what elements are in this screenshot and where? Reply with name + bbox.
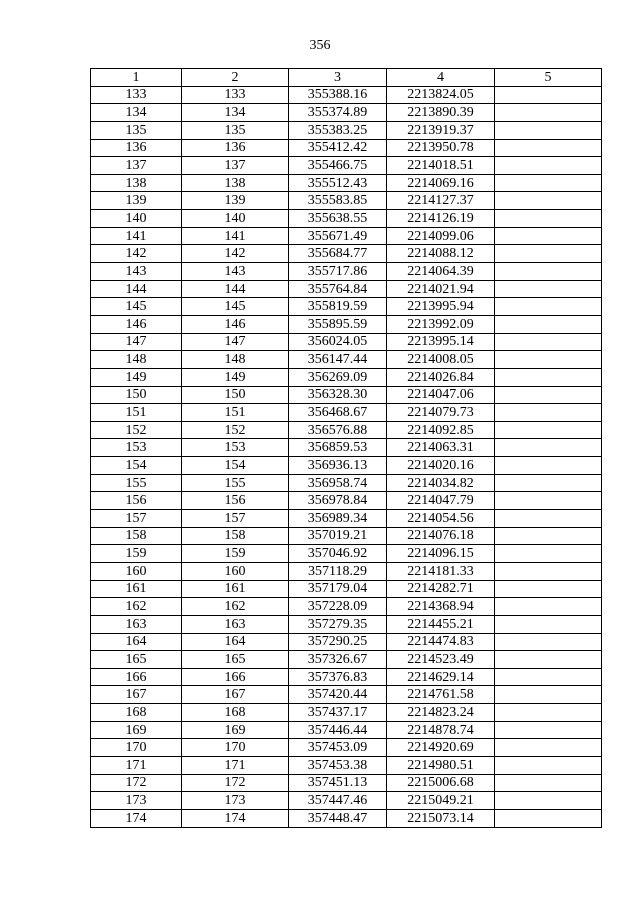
y-coordinate-cell: 2215006.68 bbox=[387, 774, 495, 792]
x-coordinate-cell: 355583.85 bbox=[289, 192, 387, 210]
x-coordinate-cell: 357290.25 bbox=[289, 633, 387, 651]
table-row bbox=[91, 527, 602, 545]
point-index-cell: 155 bbox=[182, 474, 289, 492]
point-number-cell: 138 bbox=[91, 174, 182, 192]
column-header: 4 bbox=[387, 69, 495, 87]
note-cell bbox=[495, 174, 602, 192]
y-coordinate-cell: 2213995.14 bbox=[387, 333, 495, 351]
point-number-cell: 143 bbox=[91, 263, 182, 281]
point-number-cell: 167 bbox=[91, 686, 182, 704]
y-coordinate-cell: 2214878.74 bbox=[387, 721, 495, 739]
note-cell bbox=[495, 527, 602, 545]
y-coordinate-cell: 2214126.19 bbox=[387, 210, 495, 228]
point-index-cell: 167 bbox=[182, 686, 289, 704]
x-coordinate-cell: 357376.83 bbox=[289, 668, 387, 686]
point-index-cell: 158 bbox=[182, 527, 289, 545]
table-row bbox=[91, 792, 602, 810]
x-coordinate-cell: 357228.09 bbox=[289, 598, 387, 616]
point-index-cell: 159 bbox=[182, 545, 289, 563]
point-index-cell: 139 bbox=[182, 192, 289, 210]
note-cell bbox=[495, 474, 602, 492]
note-cell bbox=[495, 598, 602, 616]
table-row bbox=[91, 86, 602, 104]
x-coordinate-cell: 357326.67 bbox=[289, 651, 387, 669]
point-number-cell: 146 bbox=[91, 315, 182, 333]
table-row bbox=[91, 280, 602, 298]
point-number-cell: 140 bbox=[91, 210, 182, 228]
note-cell bbox=[495, 333, 602, 351]
note-cell bbox=[495, 192, 602, 210]
point-index-cell: 165 bbox=[182, 651, 289, 669]
point-number-cell: 144 bbox=[91, 280, 182, 298]
y-coordinate-cell: 2214127.37 bbox=[387, 192, 495, 210]
column-header: 2 bbox=[182, 69, 289, 87]
note-cell bbox=[495, 157, 602, 175]
note-cell bbox=[495, 404, 602, 422]
y-coordinate-cell: 2214823.24 bbox=[387, 704, 495, 722]
point-number-cell: 135 bbox=[91, 121, 182, 139]
table-row bbox=[91, 457, 602, 475]
x-coordinate-cell: 356978.84 bbox=[289, 492, 387, 510]
y-coordinate-cell: 2215049.21 bbox=[387, 792, 495, 810]
table-row bbox=[91, 686, 602, 704]
x-coordinate-cell: 356024.05 bbox=[289, 333, 387, 351]
point-number-cell: 155 bbox=[91, 474, 182, 492]
point-number-cell: 166 bbox=[91, 668, 182, 686]
x-coordinate-cell: 357447.46 bbox=[289, 792, 387, 810]
table-row bbox=[91, 315, 602, 333]
y-coordinate-cell: 2214047.06 bbox=[387, 386, 495, 404]
point-number-cell: 163 bbox=[91, 615, 182, 633]
point-number-cell: 136 bbox=[91, 139, 182, 157]
note-cell bbox=[495, 315, 602, 333]
x-coordinate-cell: 355466.75 bbox=[289, 157, 387, 175]
point-index-cell: 137 bbox=[182, 157, 289, 175]
note-cell bbox=[495, 121, 602, 139]
y-coordinate-cell: 2214099.06 bbox=[387, 227, 495, 245]
point-index-cell: 166 bbox=[182, 668, 289, 686]
table-row bbox=[91, 210, 602, 228]
point-index-cell: 174 bbox=[182, 809, 289, 827]
point-index-cell: 169 bbox=[182, 721, 289, 739]
point-number-cell: 137 bbox=[91, 157, 182, 175]
point-index-cell: 147 bbox=[182, 333, 289, 351]
point-index-cell: 148 bbox=[182, 351, 289, 369]
table-row bbox=[91, 545, 602, 563]
x-coordinate-cell: 356958.74 bbox=[289, 474, 387, 492]
x-coordinate-cell: 357279.35 bbox=[289, 615, 387, 633]
note-cell bbox=[495, 510, 602, 528]
point-number-cell: 147 bbox=[91, 333, 182, 351]
note-cell bbox=[495, 756, 602, 774]
x-coordinate-cell: 357420.44 bbox=[289, 686, 387, 704]
table-row bbox=[91, 245, 602, 263]
note-cell bbox=[495, 792, 602, 810]
table-row bbox=[91, 562, 602, 580]
table-row bbox=[91, 192, 602, 210]
x-coordinate-cell: 355388.16 bbox=[289, 86, 387, 104]
point-number-cell: 157 bbox=[91, 510, 182, 528]
note-cell bbox=[495, 421, 602, 439]
note-cell bbox=[495, 227, 602, 245]
point-number-cell: 164 bbox=[91, 633, 182, 651]
x-coordinate-cell: 357451.13 bbox=[289, 774, 387, 792]
note-cell bbox=[495, 104, 602, 122]
x-coordinate-cell: 356576.88 bbox=[289, 421, 387, 439]
point-index-cell: 156 bbox=[182, 492, 289, 510]
y-coordinate-cell: 2214054.56 bbox=[387, 510, 495, 528]
point-number-cell: 142 bbox=[91, 245, 182, 263]
point-index-cell: 151 bbox=[182, 404, 289, 422]
note-cell bbox=[495, 298, 602, 316]
point-index-cell: 138 bbox=[182, 174, 289, 192]
point-number-cell: 158 bbox=[91, 527, 182, 545]
point-number-cell: 139 bbox=[91, 192, 182, 210]
table-row bbox=[91, 651, 602, 669]
point-index-cell: 154 bbox=[182, 457, 289, 475]
y-coordinate-cell: 2214092.85 bbox=[387, 421, 495, 439]
table-row bbox=[91, 174, 602, 192]
point-number-cell: 169 bbox=[91, 721, 182, 739]
note-cell bbox=[495, 668, 602, 686]
point-index-cell: 161 bbox=[182, 580, 289, 598]
note-cell bbox=[495, 580, 602, 598]
point-number-cell: 154 bbox=[91, 457, 182, 475]
y-coordinate-cell: 2214455.21 bbox=[387, 615, 495, 633]
note-cell bbox=[495, 263, 602, 281]
note-cell bbox=[495, 351, 602, 369]
point-number-cell: 172 bbox=[91, 774, 182, 792]
point-index-cell: 149 bbox=[182, 368, 289, 386]
point-number-cell: 149 bbox=[91, 368, 182, 386]
x-coordinate-cell: 355671.49 bbox=[289, 227, 387, 245]
point-index-cell: 160 bbox=[182, 562, 289, 580]
x-coordinate-cell: 356936.13 bbox=[289, 457, 387, 475]
point-number-cell: 141 bbox=[91, 227, 182, 245]
table-row bbox=[91, 104, 602, 122]
y-coordinate-cell: 2213995.94 bbox=[387, 298, 495, 316]
point-index-cell: 162 bbox=[182, 598, 289, 616]
y-coordinate-cell: 2215073.14 bbox=[387, 809, 495, 827]
x-coordinate-cell: 356147.44 bbox=[289, 351, 387, 369]
point-index-cell: 133 bbox=[182, 86, 289, 104]
x-coordinate-cell: 356269.09 bbox=[289, 368, 387, 386]
point-index-cell: 164 bbox=[182, 633, 289, 651]
note-cell bbox=[495, 633, 602, 651]
point-number-cell: 134 bbox=[91, 104, 182, 122]
page-number: 356 bbox=[309, 38, 331, 53]
point-index-cell: 135 bbox=[182, 121, 289, 139]
y-coordinate-cell: 2214008.05 bbox=[387, 351, 495, 369]
x-coordinate-cell: 357453.38 bbox=[289, 756, 387, 774]
note-cell bbox=[495, 457, 602, 475]
x-coordinate-cell: 355512.43 bbox=[289, 174, 387, 192]
x-coordinate-cell: 355383.25 bbox=[289, 121, 387, 139]
note-cell bbox=[495, 86, 602, 104]
y-coordinate-cell: 2213992.09 bbox=[387, 315, 495, 333]
x-coordinate-cell: 355412.42 bbox=[289, 139, 387, 157]
y-coordinate-cell: 2214018.51 bbox=[387, 157, 495, 175]
y-coordinate-cell: 2214079.73 bbox=[387, 404, 495, 422]
point-index-cell: 153 bbox=[182, 439, 289, 457]
table-row bbox=[91, 774, 602, 792]
x-coordinate-cell: 357453.09 bbox=[289, 739, 387, 757]
y-coordinate-cell: 2213890.39 bbox=[387, 104, 495, 122]
x-coordinate-cell: 355374.89 bbox=[289, 104, 387, 122]
point-index-cell: 142 bbox=[182, 245, 289, 263]
point-index-cell: 172 bbox=[182, 774, 289, 792]
point-number-cell: 162 bbox=[91, 598, 182, 616]
coordinates-table bbox=[90, 68, 602, 828]
column-header: 3 bbox=[289, 69, 387, 87]
x-coordinate-cell: 357437.17 bbox=[289, 704, 387, 722]
point-number-cell: 171 bbox=[91, 756, 182, 774]
table-row bbox=[91, 421, 602, 439]
note-cell bbox=[495, 686, 602, 704]
table-row bbox=[91, 668, 602, 686]
x-coordinate-cell: 355764.84 bbox=[289, 280, 387, 298]
x-coordinate-cell: 355895.59 bbox=[289, 315, 387, 333]
table-row bbox=[91, 368, 602, 386]
note-cell bbox=[495, 280, 602, 298]
note-cell bbox=[495, 704, 602, 722]
y-coordinate-cell: 2214474.83 bbox=[387, 633, 495, 651]
y-coordinate-cell: 2214076.18 bbox=[387, 527, 495, 545]
point-number-cell: 160 bbox=[91, 562, 182, 580]
y-coordinate-cell: 2214047.79 bbox=[387, 492, 495, 510]
point-index-cell: 171 bbox=[182, 756, 289, 774]
y-coordinate-cell: 2214064.39 bbox=[387, 263, 495, 281]
point-index-cell: 145 bbox=[182, 298, 289, 316]
table-row bbox=[91, 809, 602, 827]
column-header: 5 bbox=[495, 69, 602, 87]
x-coordinate-cell: 355638.55 bbox=[289, 210, 387, 228]
table-row bbox=[91, 492, 602, 510]
y-coordinate-cell: 2214026.84 bbox=[387, 368, 495, 386]
table-row bbox=[91, 739, 602, 757]
point-index-cell: 168 bbox=[182, 704, 289, 722]
y-coordinate-cell: 2214920.69 bbox=[387, 739, 495, 757]
x-coordinate-cell: 356468.67 bbox=[289, 404, 387, 422]
y-coordinate-cell: 2214034.82 bbox=[387, 474, 495, 492]
x-coordinate-cell: 357019.21 bbox=[289, 527, 387, 545]
note-cell bbox=[495, 545, 602, 563]
table-row bbox=[91, 633, 602, 651]
y-coordinate-cell: 2214020.16 bbox=[387, 457, 495, 475]
column-header: 1 bbox=[91, 69, 182, 87]
note-cell bbox=[495, 615, 602, 633]
note-cell bbox=[495, 492, 602, 510]
note-cell bbox=[495, 809, 602, 827]
note-cell bbox=[495, 245, 602, 263]
point-number-cell: 174 bbox=[91, 809, 182, 827]
y-coordinate-cell: 2214282.71 bbox=[387, 580, 495, 598]
point-number-cell: 151 bbox=[91, 404, 182, 422]
y-coordinate-cell: 2214021.94 bbox=[387, 280, 495, 298]
table-row bbox=[91, 333, 602, 351]
point-index-cell: 150 bbox=[182, 386, 289, 404]
y-coordinate-cell: 2214629.14 bbox=[387, 668, 495, 686]
table-row bbox=[91, 263, 602, 281]
table-body bbox=[91, 86, 602, 827]
point-number-cell: 152 bbox=[91, 421, 182, 439]
table-row bbox=[91, 121, 602, 139]
y-coordinate-cell: 2214980.51 bbox=[387, 756, 495, 774]
x-coordinate-cell: 357446.44 bbox=[289, 721, 387, 739]
point-index-cell: 141 bbox=[182, 227, 289, 245]
x-coordinate-cell: 357118.29 bbox=[289, 562, 387, 580]
y-coordinate-cell: 2214181.33 bbox=[387, 562, 495, 580]
point-index-cell: 146 bbox=[182, 315, 289, 333]
table-row bbox=[91, 404, 602, 422]
point-number-cell: 173 bbox=[91, 792, 182, 810]
y-coordinate-cell: 2214761.58 bbox=[387, 686, 495, 704]
point-number-cell: 161 bbox=[91, 580, 182, 598]
point-number-cell: 168 bbox=[91, 704, 182, 722]
point-index-cell: 144 bbox=[182, 280, 289, 298]
note-cell bbox=[495, 439, 602, 457]
point-index-cell: 134 bbox=[182, 104, 289, 122]
table-row bbox=[91, 157, 602, 175]
note-cell bbox=[495, 368, 602, 386]
x-coordinate-cell: 357448.47 bbox=[289, 809, 387, 827]
y-coordinate-cell: 2213950.78 bbox=[387, 139, 495, 157]
table-row bbox=[91, 386, 602, 404]
point-index-cell: 163 bbox=[182, 615, 289, 633]
y-coordinate-cell: 2214088.12 bbox=[387, 245, 495, 263]
point-number-cell: 148 bbox=[91, 351, 182, 369]
x-coordinate-cell: 355717.86 bbox=[289, 263, 387, 281]
point-index-cell: 152 bbox=[182, 421, 289, 439]
y-coordinate-cell: 2214069.16 bbox=[387, 174, 495, 192]
y-coordinate-cell: 2213919.37 bbox=[387, 121, 495, 139]
point-index-cell: 143 bbox=[182, 263, 289, 281]
table-row bbox=[91, 580, 602, 598]
point-number-cell: 159 bbox=[91, 545, 182, 563]
table-row bbox=[91, 598, 602, 616]
point-number-cell: 170 bbox=[91, 739, 182, 757]
table-row bbox=[91, 721, 602, 739]
point-index-cell: 136 bbox=[182, 139, 289, 157]
x-coordinate-cell: 356328.30 bbox=[289, 386, 387, 404]
point-index-cell: 170 bbox=[182, 739, 289, 757]
y-coordinate-cell: 2214368.94 bbox=[387, 598, 495, 616]
point-number-cell: 145 bbox=[91, 298, 182, 316]
y-coordinate-cell: 2214096.15 bbox=[387, 545, 495, 563]
table-row bbox=[91, 139, 602, 157]
point-number-cell: 153 bbox=[91, 439, 182, 457]
note-cell bbox=[495, 739, 602, 757]
table-row bbox=[91, 227, 602, 245]
note-cell bbox=[495, 386, 602, 404]
point-index-cell: 140 bbox=[182, 210, 289, 228]
x-coordinate-cell: 355819.59 bbox=[289, 298, 387, 316]
x-coordinate-cell: 357179.04 bbox=[289, 580, 387, 598]
table-row bbox=[91, 615, 602, 633]
table-row bbox=[91, 704, 602, 722]
x-coordinate-cell: 356989.34 bbox=[289, 510, 387, 528]
point-index-cell: 157 bbox=[182, 510, 289, 528]
table-header-row bbox=[91, 69, 602, 87]
y-coordinate-cell: 2213824.05 bbox=[387, 86, 495, 104]
table-row bbox=[91, 756, 602, 774]
point-index-cell: 173 bbox=[182, 792, 289, 810]
note-cell bbox=[495, 210, 602, 228]
table-row bbox=[91, 298, 602, 316]
note-cell bbox=[495, 721, 602, 739]
note-cell bbox=[495, 139, 602, 157]
x-coordinate-cell: 356859.53 bbox=[289, 439, 387, 457]
table-row bbox=[91, 439, 602, 457]
table-row bbox=[91, 474, 602, 492]
y-coordinate-cell: 2214063.31 bbox=[387, 439, 495, 457]
point-number-cell: 156 bbox=[91, 492, 182, 510]
x-coordinate-cell: 355684.77 bbox=[289, 245, 387, 263]
table-row bbox=[91, 510, 602, 528]
y-coordinate-cell: 2214523.49 bbox=[387, 651, 495, 669]
point-number-cell: 165 bbox=[91, 651, 182, 669]
point-number-cell: 150 bbox=[91, 386, 182, 404]
note-cell bbox=[495, 562, 602, 580]
point-number-cell: 133 bbox=[91, 86, 182, 104]
table-row bbox=[91, 351, 602, 369]
x-coordinate-cell: 357046.92 bbox=[289, 545, 387, 563]
note-cell bbox=[495, 651, 602, 669]
note-cell bbox=[495, 774, 602, 792]
